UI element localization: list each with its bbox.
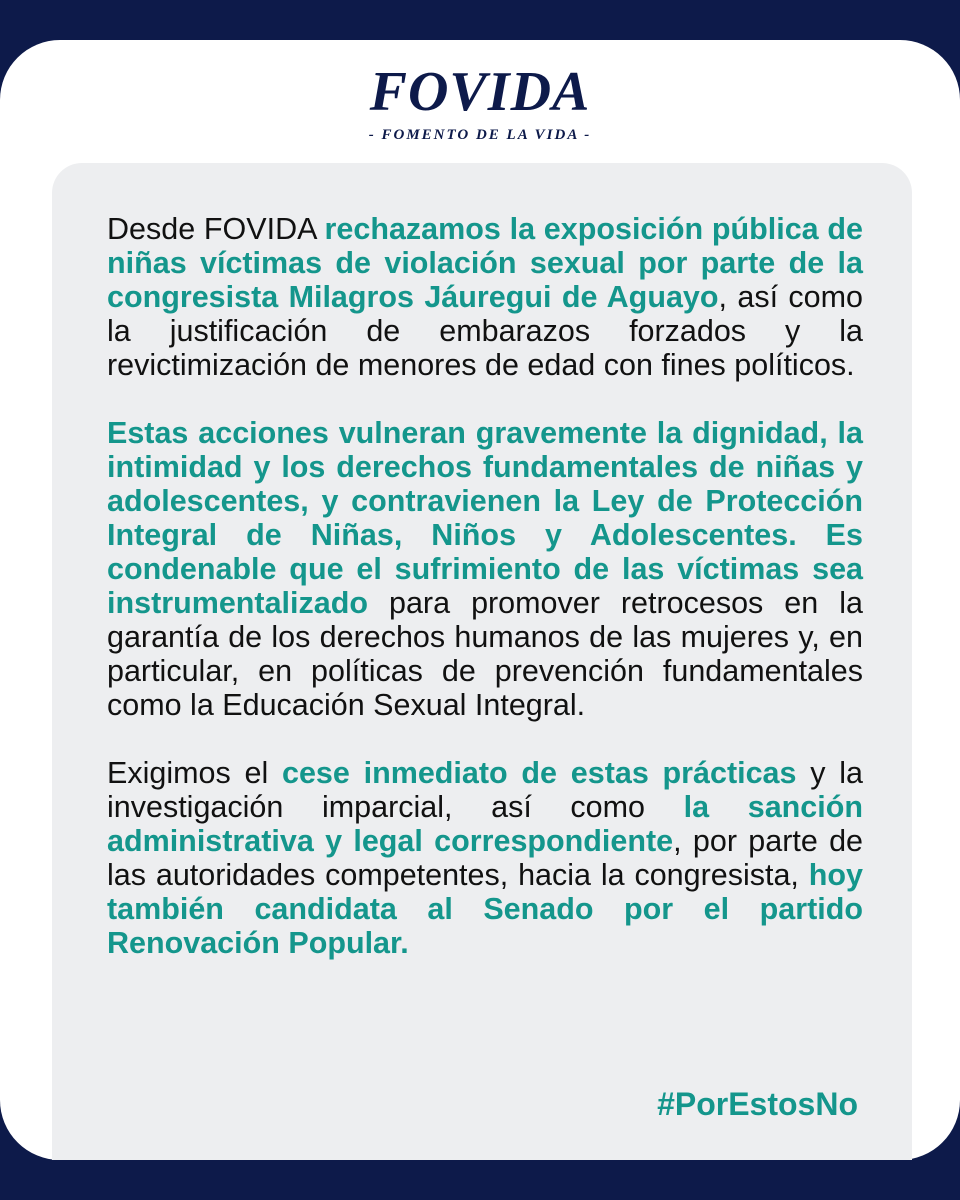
p3-highlight-1: cese inmediato de estas prácticas [282, 756, 797, 790]
p1-text-a: Desde FOVIDA [107, 212, 325, 246]
p3-highlight-2: la sanción administrativa y legal correspondiente [107, 790, 864, 858]
p3-highlight-3: hoy también candidata al Senado por el partido Renovación Popular. [107, 858, 863, 960]
p2-highlight: Estas acciones vulneran gravemente la dignidad, la intimidad y los derechos fundamentales de niñas y adolescentes, y contravienen la Ley de Protección Integral de Niñas, Niños y Adolescentes. Es condenable que el sufrimiento de las víctimas sea instrumentalizado [107, 416, 863, 620]
logo-tagline: - FOMENTO DE LA VIDA - [368, 127, 592, 143]
logo-wordmark: FOVIDA [369, 62, 591, 123]
fovida-logo [0, 62, 960, 152]
statement-body [107, 212, 863, 994]
p2-text-b: para promover retrocesos en la garantía de los derechos humanos de las mujeres y, en particular, en políticas de prevención fundamentales como la Educación Sexual Integral. [107, 586, 863, 722]
paragraph-1 [107, 212, 863, 382]
paragraph-2 [107, 416, 863, 722]
hashtag: #PorEstosNo [657, 1086, 858, 1122]
p1-text-c: , así como la justificación de embarazos forzados y la revictimización de menores de edad con fines políticos. [107, 280, 863, 382]
p3-text-e: , por parte de las autoridades competentes, hacia la congresista, [107, 824, 864, 892]
fovida-logo-graphic [360, 62, 600, 152]
paragraph-3 [107, 756, 863, 960]
p1-highlight: rechazamos la exposición pública de niñas víctimas de violación sexual por parte de la congresista Milagros Jáuregui de Aguayo [107, 212, 863, 314]
p3-text-c: y la investigación imparcial, así como [107, 756, 863, 824]
p3-text-a: Exigimos el [107, 756, 282, 790]
